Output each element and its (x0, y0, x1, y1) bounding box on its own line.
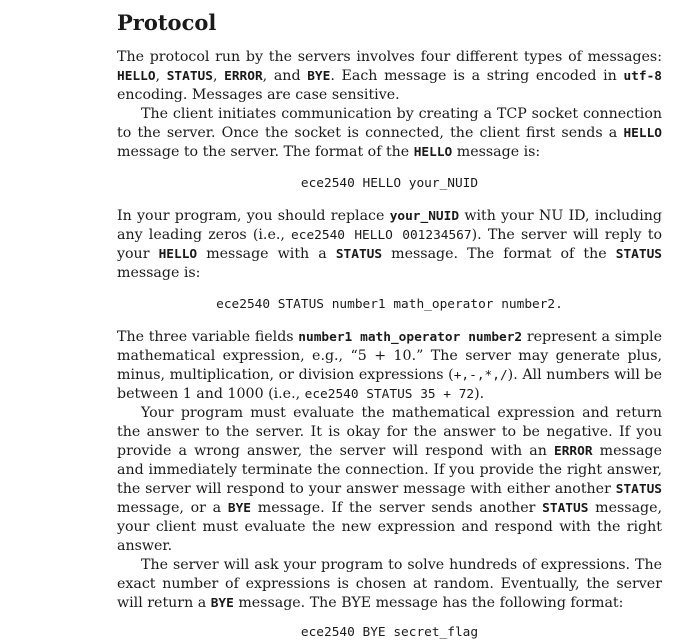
code-status: STATUS (335, 247, 383, 262)
document-page (117, 10, 662, 642)
code-hello: HELLO (623, 126, 662, 141)
code-status: STATUS (615, 247, 662, 262)
text: message, or a (117, 500, 228, 516)
text: message to the server. The format of the (117, 144, 414, 160)
text: represent a simple mathematical expression, e.g., “5 + 10.” The server may generate plus, minus, multiplication, or division expressions ( (117, 329, 662, 383)
text: The protocol run by the servers involves four different types of messages: (117, 49, 662, 65)
text: The three variable fields (117, 329, 299, 345)
text: The client initiates communication by creating a TCP socket connection to the server. Once the socket is connected, the client first sends a (117, 106, 662, 141)
code-hello: HELLO (117, 69, 156, 84)
paragraph-message-types (117, 48, 662, 105)
code-bye: BYE (227, 501, 252, 516)
text: Your program must evaluate the mathematical expression and return the answer to the server. It is okay for the answer to be negative. If you provide a wrong answer, the server will respond with an (117, 405, 662, 459)
code-operators: +,-,*,/ (453, 368, 508, 383)
text: encoding. Messages are case sensitive. (117, 87, 400, 103)
text: message. If the server sends another (251, 500, 543, 516)
text: In your program, you should replace (117, 208, 390, 224)
text: with your NU ID, including any leading zeros (i.e., (117, 208, 662, 243)
text: , (155, 68, 167, 84)
code-hello: HELLO (158, 247, 198, 262)
text: message, your client must evaluate the new expression and respond with the right answer. (117, 500, 663, 554)
text: ). (474, 386, 485, 402)
code-your-nuid: your_NUID (389, 209, 460, 224)
text: message. The BYE message has the following format: (233, 595, 624, 611)
code-status-example: ece2540 STATUS 35 + 72 (304, 387, 475, 402)
text: ). All numbers will be between 1 and 1000 (i.e., (117, 367, 662, 402)
code-error: ERROR (224, 69, 263, 84)
text: , (212, 68, 225, 84)
section-title: Protocol (117, 10, 217, 35)
code-hello-example: ece2540 HELLO 001234567 (291, 228, 472, 243)
display-bye-format: ece2540 BYE secret_flag (300, 625, 479, 640)
text: . Each message is a string encoded in (330, 68, 624, 84)
paragraph-variable-fields (117, 328, 662, 404)
text: , and (262, 68, 308, 84)
text: message. The format of the (382, 246, 616, 262)
text: message with a (197, 246, 336, 262)
code-error: ERROR (554, 444, 593, 459)
text: ). The server will reply to your (117, 227, 663, 262)
text: message is: (117, 265, 201, 281)
code-status: STATUS (542, 501, 589, 516)
text: message and immediately terminate the connection. If you provide the right answer, the server will respond to your answer message with either another (117, 443, 662, 497)
code-utf8: utf-8 (623, 69, 662, 84)
code-variable-fields: number1 math_operator number2 (298, 330, 523, 345)
paragraph-client-initiates (117, 105, 662, 162)
code-status: STATUS (166, 69, 213, 84)
text: The server will ask your program to solve hundreds of expressions. The exact number of expressions is chosen at random. Eventually, the server will return a (117, 557, 662, 611)
paragraph-hundreds (117, 556, 662, 613)
code-bye: BYE (307, 69, 331, 84)
display-status-format: ece2540 STATUS number1 math_operator number2. (216, 297, 563, 312)
display-hello-format: ece2540 HELLO your_NUID (300, 176, 479, 191)
code-bye: BYE (210, 596, 234, 611)
code-status: STATUS (615, 482, 662, 497)
code-hello: HELLO (413, 145, 453, 160)
paragraph-nuid (117, 207, 662, 283)
text: message is: (452, 144, 541, 160)
paragraph-evaluate (117, 404, 662, 556)
